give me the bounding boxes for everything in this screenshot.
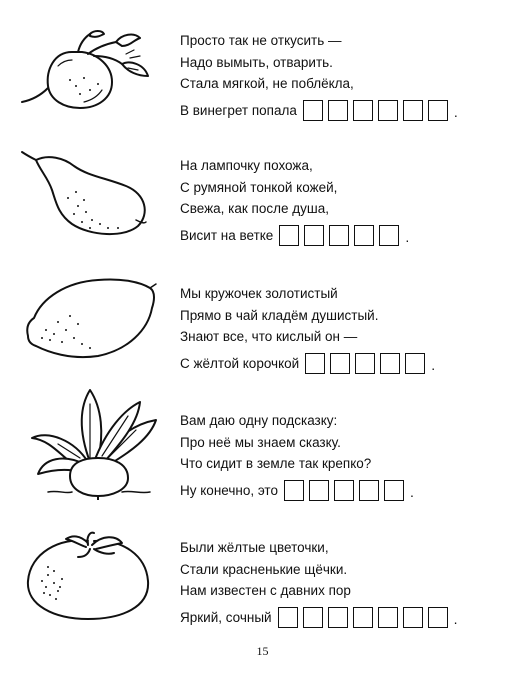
answer-line <box>180 220 409 246</box>
answer-prefix: Висит на ветке <box>180 227 274 243</box>
letter-box[interactable] <box>353 100 373 121</box>
answer-boxes <box>279 225 399 246</box>
letter-box[interactable] <box>279 225 299 246</box>
pear-icon <box>18 150 168 240</box>
poem-line: Вам даю одну подсказку: <box>180 413 338 428</box>
letter-box[interactable] <box>309 480 329 501</box>
letter-box[interactable] <box>353 607 373 628</box>
answer-period: . <box>431 356 436 373</box>
answer-period: . <box>453 103 458 120</box>
poem-line: Просто так не откусить — <box>180 33 342 48</box>
poem-line: Надо вымыть, отварить. <box>180 54 333 70</box>
letter-box[interactable] <box>403 100 423 121</box>
poem-1 <box>180 30 458 121</box>
letter-box[interactable] <box>303 100 323 121</box>
answer-period: . <box>409 483 414 500</box>
answer-period: . <box>405 228 410 245</box>
letter-box[interactable] <box>354 225 374 246</box>
answer-prefix: В винегрет попала <box>180 102 297 118</box>
letter-box[interactable] <box>334 480 354 501</box>
poem-line: Свежа, как после душа, <box>180 201 329 216</box>
letter-box[interactable] <box>378 607 398 628</box>
answer-boxes <box>278 607 448 628</box>
answer-boxes <box>303 100 448 121</box>
letter-box[interactable] <box>304 225 324 246</box>
letter-box[interactable] <box>303 607 323 628</box>
letter-box[interactable] <box>284 480 304 501</box>
answer-boxes <box>305 353 425 374</box>
lemon-icon <box>18 272 168 362</box>
poem-3 <box>180 283 435 374</box>
page-number: 15 <box>256 644 269 658</box>
beet-icon <box>18 30 168 120</box>
letter-box[interactable] <box>380 353 400 374</box>
poem-line: Мы кружочек золотистый <box>180 286 338 301</box>
answer-line <box>180 475 414 501</box>
poem-line: Знают все, что кислый он — <box>180 329 358 344</box>
letter-box[interactable] <box>278 607 298 628</box>
letter-box[interactable] <box>428 607 448 628</box>
poem-line: Стала мягкой, не поблёкла, <box>180 76 354 91</box>
letter-box[interactable] <box>329 225 349 246</box>
letter-box[interactable] <box>405 353 425 374</box>
poem-line: Про неё мы знаем сказку. <box>180 434 341 450</box>
letter-box[interactable] <box>378 100 398 121</box>
letter-box[interactable] <box>355 353 375 374</box>
poem-line: Нам известен с давних пор <box>180 583 351 598</box>
answer-prefix: Ну конечно, это <box>180 482 278 498</box>
answer-prefix: Яркий, сочный <box>180 609 272 625</box>
poem-line: На лампочку похожа, <box>180 158 313 173</box>
letter-box[interactable] <box>379 225 399 246</box>
answer-line <box>180 348 435 374</box>
tomato-icon <box>18 531 168 623</box>
answer-boxes <box>284 480 404 501</box>
letter-box[interactable] <box>428 100 448 121</box>
answer-period: . <box>453 610 458 627</box>
letter-box[interactable] <box>328 607 348 628</box>
poem-5 <box>180 537 457 628</box>
poem-line: Прямо в чай кладём душистый. <box>180 307 379 323</box>
poem-2 <box>180 155 409 246</box>
poem-4 <box>180 410 414 501</box>
letter-box[interactable] <box>305 353 325 374</box>
poem-line: С румяной тонкой кожей, <box>180 179 338 195</box>
letter-box[interactable] <box>328 100 348 121</box>
answer-line <box>180 602 457 628</box>
answer-line <box>180 95 458 121</box>
letter-box[interactable] <box>330 353 350 374</box>
poem-line: Что сидит в земле так крепко? <box>180 456 372 471</box>
letter-box[interactable] <box>359 480 379 501</box>
answer-prefix: С жёлтой корочкой <box>180 355 300 371</box>
poem-line: Стали красненькие щёчки. <box>180 561 348 577</box>
letter-box[interactable] <box>403 607 423 628</box>
poem-line: Были жёлтые цветочки, <box>180 540 329 555</box>
letter-box[interactable] <box>384 480 404 501</box>
turnip-icon <box>18 380 168 500</box>
